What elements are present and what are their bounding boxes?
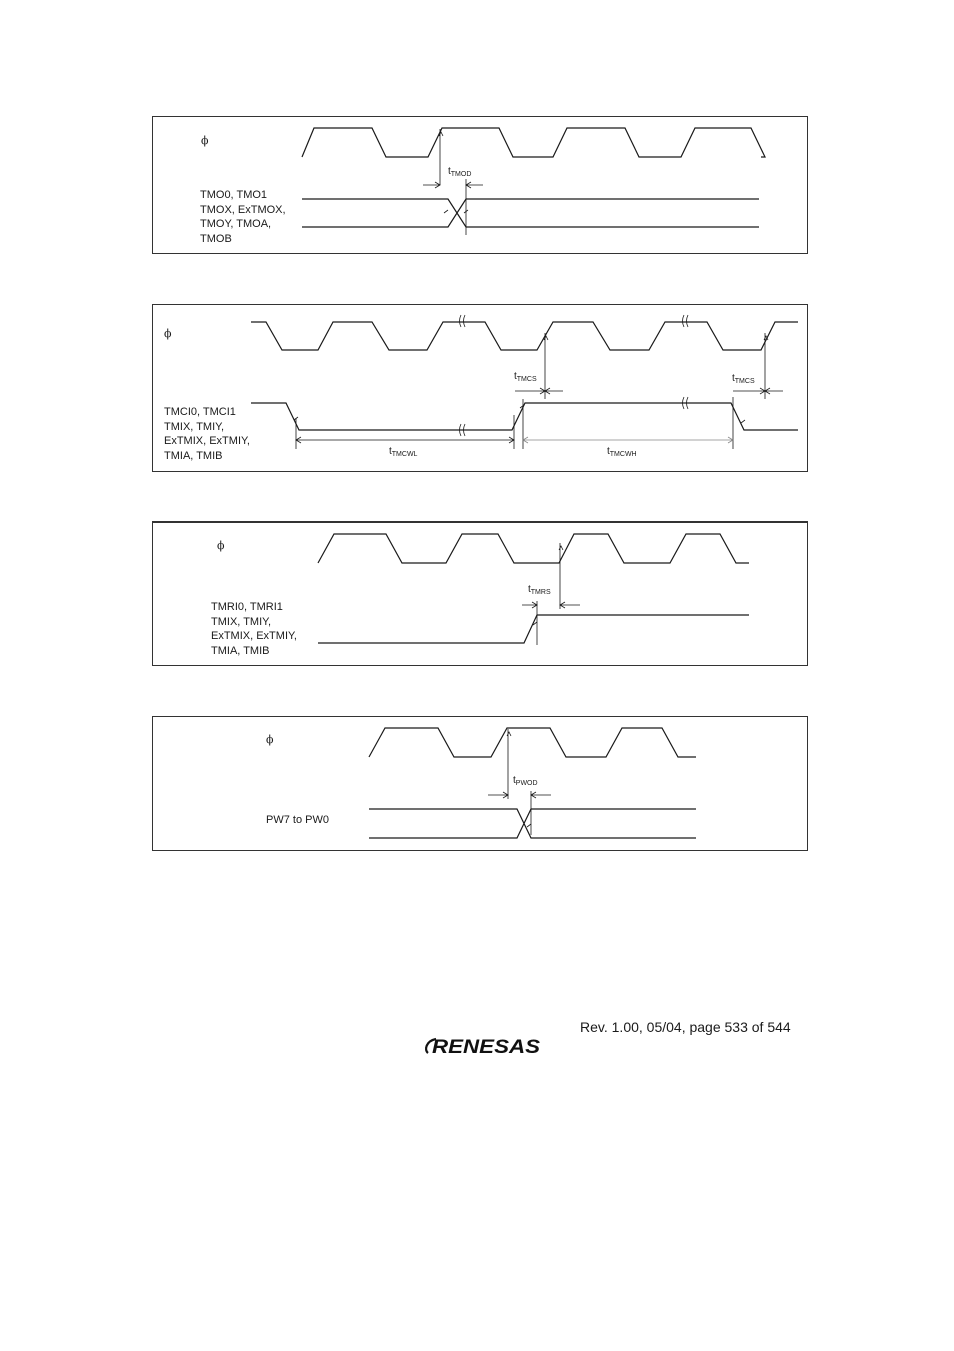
input-waveform: [251, 403, 798, 430]
timing-diagram-1: [152, 116, 808, 254]
waveform-canvas-4: [153, 717, 809, 852]
clock-waveform: [251, 322, 798, 350]
signal-label: TMO0, TMO1 TMOX, ExTMOX, TMOY, TMOA, TMOB: [200, 189, 286, 245]
renesas-logo-icon: [424, 1034, 542, 1058]
waveform-canvas-2: [153, 305, 809, 473]
clock-waveform: [318, 534, 749, 563]
clock-label: ϕ: [266, 733, 274, 746]
param-tmcs-1: $t_{TMCS}$: [514, 371, 537, 383]
renesas-logo: [424, 1034, 542, 1063]
clock-waveform: [302, 128, 765, 157]
signal-label: TMRI0, TMRI1 TMIX, TMIY, ExTMIX, ExTMIY, TMIA, TMIB: [211, 601, 297, 657]
param-tmcs-2: $t_{TMCS}$: [732, 373, 755, 385]
reset-waveform: [318, 615, 749, 643]
signal-label: TMCI0, TMCI1 TMIX, TMIY, ExTMIX, ExTMIY, TMIA, TMIB: [164, 406, 250, 462]
signal-label: PW7 to PW0: [266, 814, 329, 826]
param-pwod: $t_{PWOD}$: [513, 775, 538, 787]
clock-label: ϕ: [201, 134, 209, 147]
clock-waveform: [369, 728, 696, 757]
param-tmcwh: $t_{TMCWH}$: [607, 446, 637, 458]
timing-diagram-3: [152, 521, 808, 666]
param-tmrs: $t_{TMRS}$: [528, 584, 551, 596]
svg-text:RENESAS: RENESAS: [432, 1037, 541, 1058]
clock-label: ϕ: [217, 539, 225, 552]
clock-label: ϕ: [164, 327, 172, 340]
output-waveform: [302, 199, 759, 227]
timing-diagram-2: [152, 304, 808, 472]
pwm-output-waveform: [369, 809, 696, 838]
param-tmcwl: $t_{TMCWL}$: [389, 446, 418, 458]
param-tmod: $t_{TMOD}$: [448, 166, 472, 178]
timing-diagram-4: [152, 716, 808, 851]
page-footer-text: Rev. 1.00, 05/04, page 533 of 544: [580, 1019, 791, 1035]
